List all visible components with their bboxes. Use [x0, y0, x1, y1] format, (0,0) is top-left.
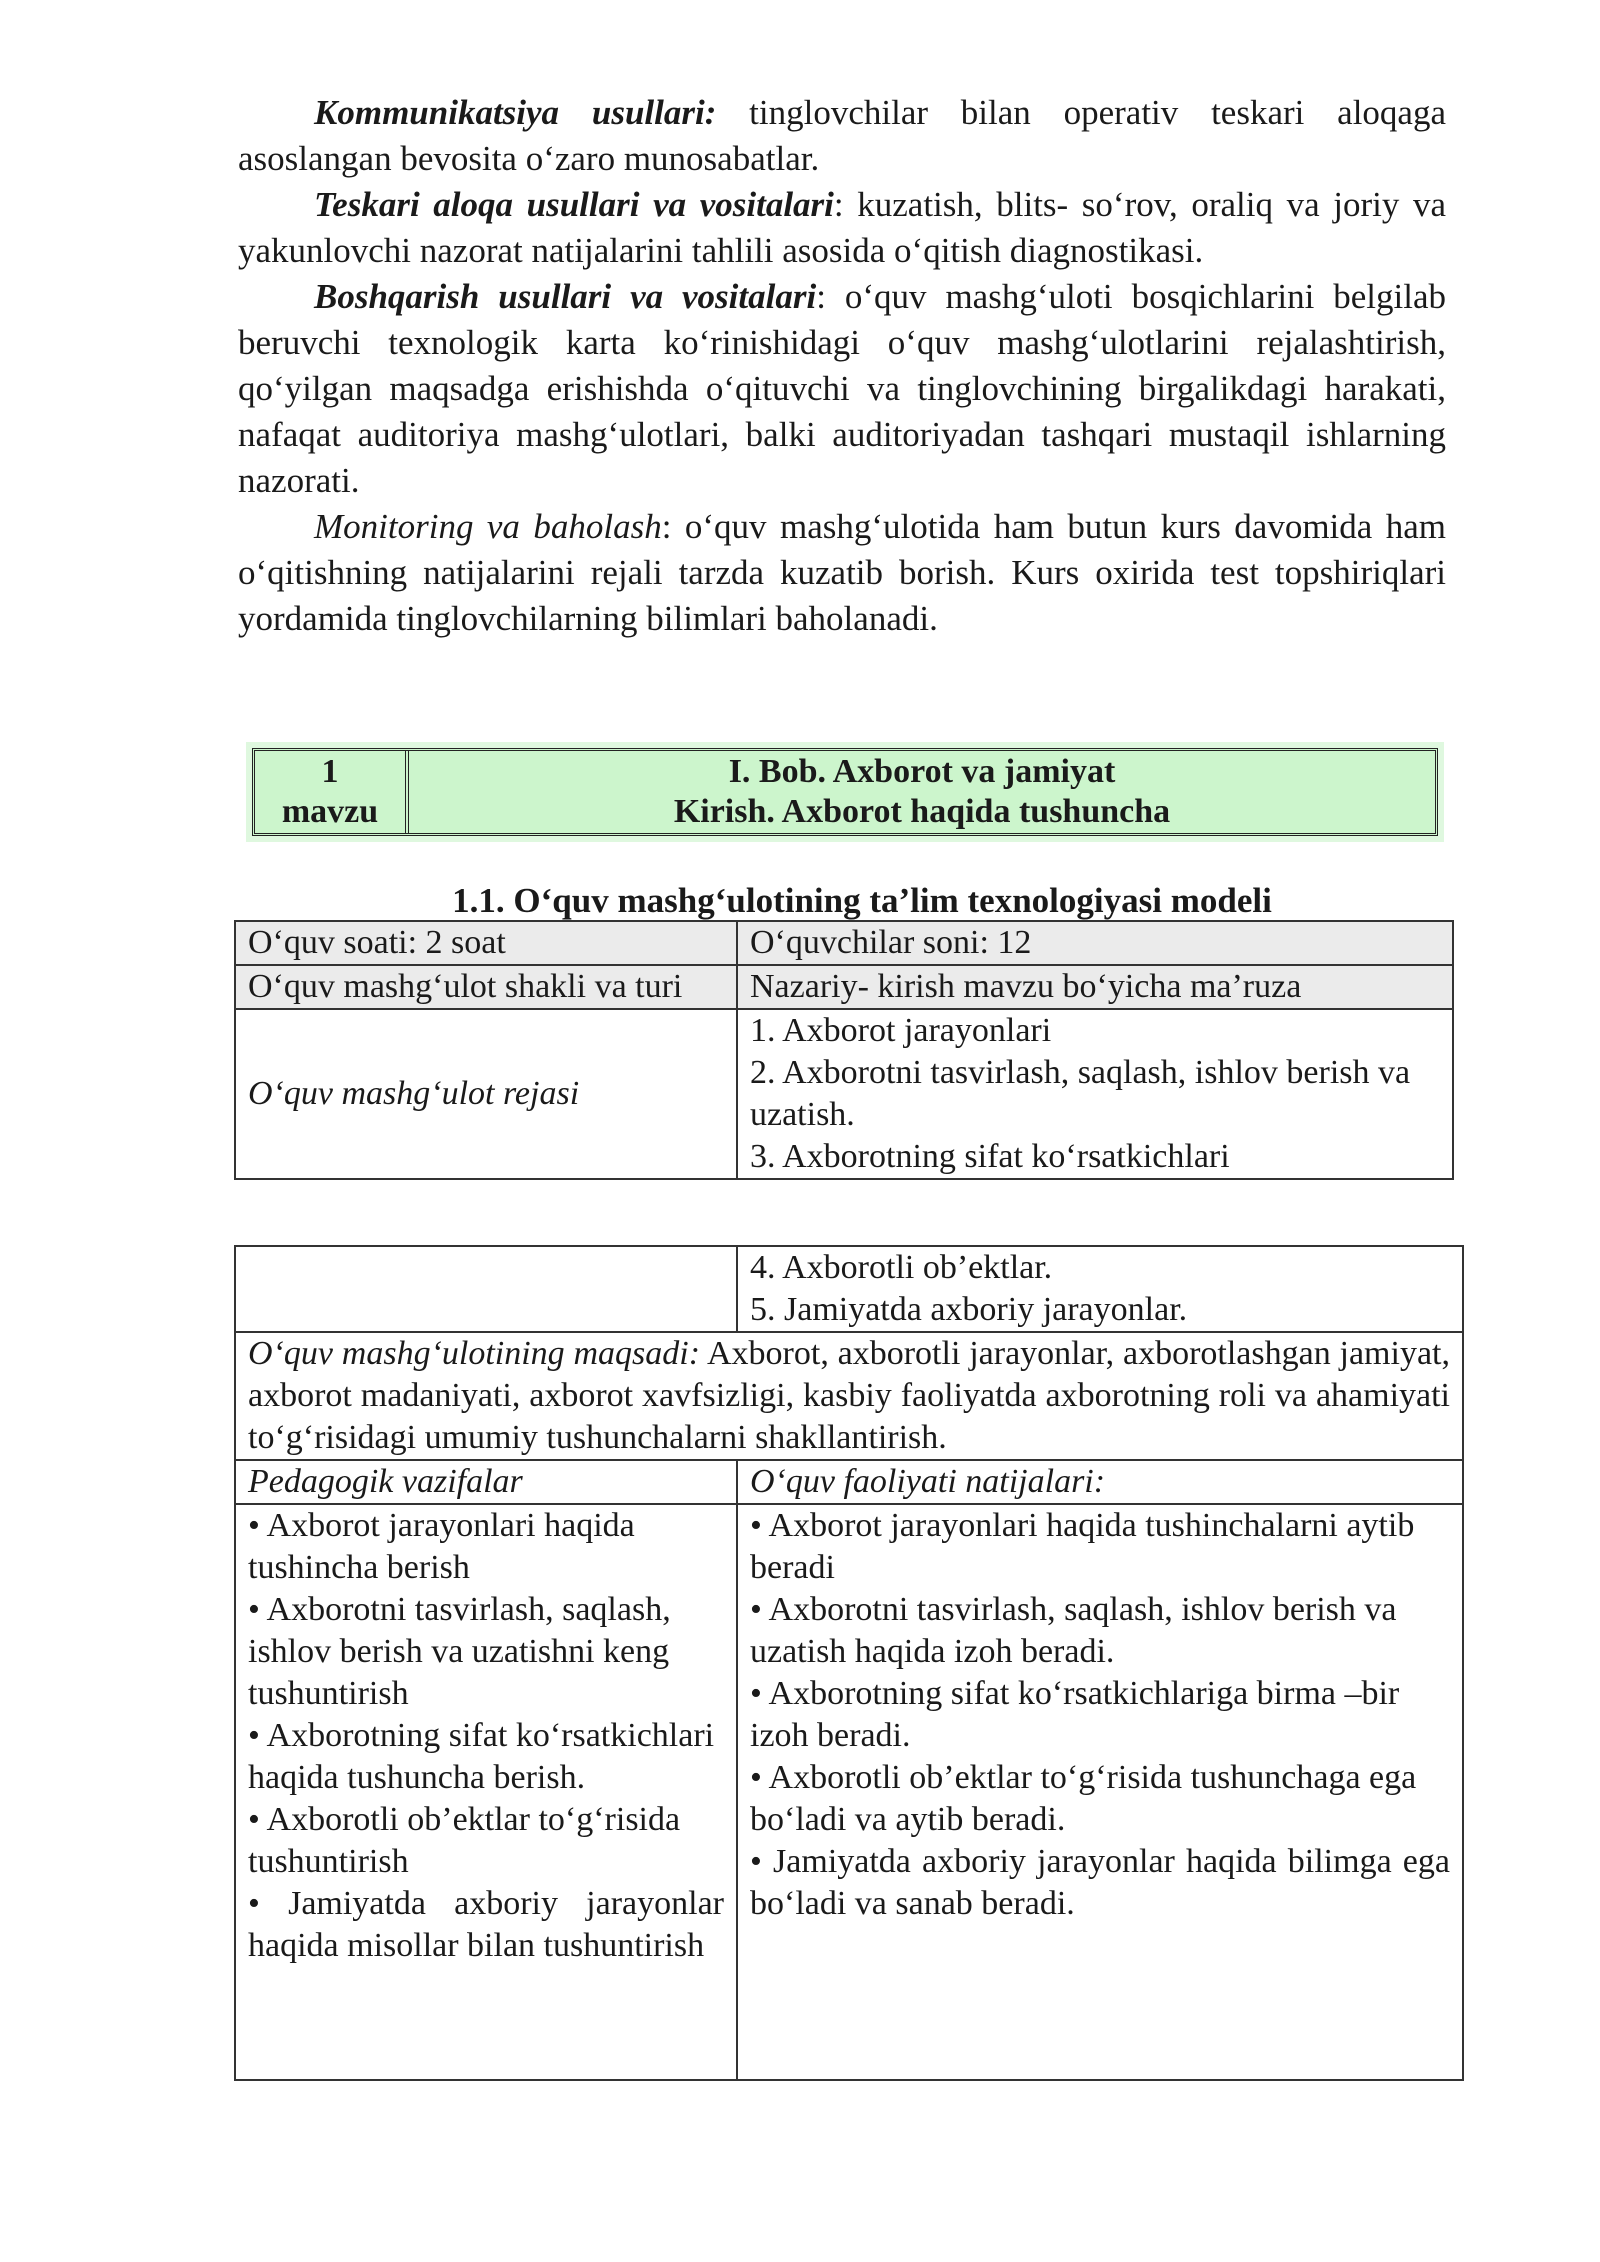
- paragraph-communication-methods: [238, 90, 1446, 182]
- list-item: • Jamiyatda axboriy jarayonlar haqida bilimga ega bo‘ladi va sanab beradi.: [750, 1843, 1450, 1922]
- form-value-cell: Nazariy- kirish mavzu bo‘yicha ma’ruza: [737, 965, 1453, 1009]
- goal-label: O‘quv mashg‘ulotining maqsadi:: [248, 1335, 701, 1372]
- paragraph-management-methods: [238, 274, 1446, 504]
- term-feedback-methods: Teskari aloqa usullari va vositalari: [314, 185, 834, 224]
- topic-number-cell: [255, 751, 409, 833]
- table-row: [235, 1246, 1463, 1332]
- list-item: • Axborot jarayonlari haqida tushincha berish: [248, 1507, 635, 1586]
- intro-section: [238, 90, 1446, 642]
- learning-results-cell: [737, 1504, 1463, 2080]
- list-item: • Axborotni tasvirlash, saqlash, ishlov berish va uzatish haqida izoh beradi.: [750, 1591, 1397, 1670]
- term-management-methods: Boshqarish usullari va vositalari: [314, 277, 817, 316]
- pedagogical-tasks-cell: [235, 1504, 737, 2080]
- text-feedback-methods: : kuzatish, blits- so‘rov, oraliq va joriy va yakunlovchi nazorat natijalarini tahlili asosida o‘qitish diagnostikasi.: [238, 185, 1446, 270]
- list-item: • Axborotning sifat ko‘rsatkichlariga birma –bir izoh beradi.: [750, 1675, 1400, 1754]
- list-item: 2. Axborotni tasvirlash, saqlash, ishlov berish va uzatish.: [750, 1054, 1411, 1133]
- text-monitoring: : o‘quv mashg‘ulotida ham butun kurs davomida ham o‘qitishning natijalarini rejali tarzda kuzatib borish. Kurs oxirida test topshiriqlari yordamida tinglovchilarning bilimlari baholanadi.: [238, 507, 1447, 638]
- list-item: • Axborotning sifat ko‘rsatkichlari haqida tushuncha berish.: [248, 1717, 715, 1796]
- list-item: 1. Axborot jarayonlari: [750, 1012, 1052, 1049]
- list-item: • Axborotli ob’ektlar to‘g‘risida tushunchaga ega bo‘ladi va aytib beradi.: [750, 1759, 1417, 1838]
- table-row: [235, 1009, 1453, 1179]
- chapter-title: I. Bob. Axborot va jamiyat: [728, 753, 1116, 790]
- list-item: • Axborot jarayonlari haqida tushinchalarni aytib beradi: [750, 1507, 1415, 1586]
- text-management-methods: : o‘quv mashg‘uloti bosqichlarini belgilab beruvchi texnologik karta ko‘rinishidagi o‘quv mashg‘ulotlarini rejalashtirish, qo‘yilgan maqsadga erishishda o‘qituvchi va tinglovchining birgalikdagi harakati, nafaqat auditoriya mashg‘ulotlari, balki auditoriyadan tashqari mustaqil ishlarning nazorati.: [238, 277, 1446, 500]
- table-row: [235, 1332, 1463, 1460]
- table-row: [235, 921, 1453, 965]
- students-cell: O‘quvchilar soni: 12: [737, 921, 1453, 965]
- hours-cell: O‘quv soati: 2 soat: [235, 921, 737, 965]
- topic-title: Kirish. Axborot haqida tushuncha: [673, 793, 1171, 830]
- pedagogical-tasks-header: Pedagogik vazifalar: [235, 1460, 737, 1504]
- learning-results-header: O‘quv faoliyati natijalari:: [737, 1460, 1463, 1504]
- list-item: • Axborotli ob’ektlar to‘g‘risida tushuntirish: [248, 1801, 681, 1880]
- form-label-cell: O‘quv mashg‘ulot shakli va turi: [235, 965, 737, 1009]
- lesson-model-table: [234, 920, 1454, 1180]
- plan-list-continued: [750, 1247, 1450, 1331]
- list-item: • Axborotni tasvirlash, saqlash, ishlov berish va uzatishni keng tushuntirish: [248, 1591, 671, 1712]
- empty-cell: [235, 1246, 737, 1332]
- table-row: [235, 1504, 1463, 2080]
- topic-word: mavzu: [281, 793, 379, 830]
- list-item: 5. Jamiyatda axboriy jarayonlar.: [750, 1291, 1188, 1328]
- list-item: 3. Axborotning sifat ko‘rsatkichlari: [750, 1138, 1230, 1175]
- term-monitoring: Monitoring va baholash: [314, 507, 662, 546]
- plan-list: [750, 1010, 1440, 1178]
- table-row: [235, 965, 1453, 1009]
- chapter-title-cell: [409, 751, 1435, 833]
- goal-text: Axborot, axborotli jarayonlar, axborotlashgan jamiyat, axborot madaniyati, axborot xavfsizligi, kasbiy faoliyatda axborotning roli va ahamiyati to‘g‘risidagi umumiy tushunchalarni shakllantirish.: [248, 1335, 1450, 1456]
- lesson-goals-table: [234, 1245, 1464, 2081]
- topic-number: 1: [321, 753, 339, 790]
- term-communication-methods: Kommunikatsiya usullari:: [314, 93, 717, 132]
- table-row: [235, 1460, 1463, 1504]
- paragraph-feedback-methods: [238, 182, 1446, 274]
- section-heading: 1.1. O‘quv mashg‘ulotining ta’lim texnologiyasi modeli: [452, 881, 1272, 920]
- plan-items-cell: [737, 1009, 1453, 1179]
- chapter-box: [252, 748, 1438, 836]
- plan-items-continued-cell: [737, 1246, 1463, 1332]
- plan-label-cell: O‘quv mashg‘ulot rejasi: [235, 1009, 737, 1179]
- list-item: • Jamiyatda axboriy jarayonlar haqida misollar bilan tushuntirish: [248, 1885, 724, 1964]
- text-communication-methods: tinglovchilar bilan operativ teskari aloqaga asoslangan bevosita o‘zaro munosabatlar.: [238, 93, 1446, 178]
- lesson-goal-cell: [235, 1332, 1463, 1460]
- paragraph-monitoring: [238, 504, 1446, 642]
- list-item: 4. Axborotli ob’ektlar.: [750, 1249, 1053, 1286]
